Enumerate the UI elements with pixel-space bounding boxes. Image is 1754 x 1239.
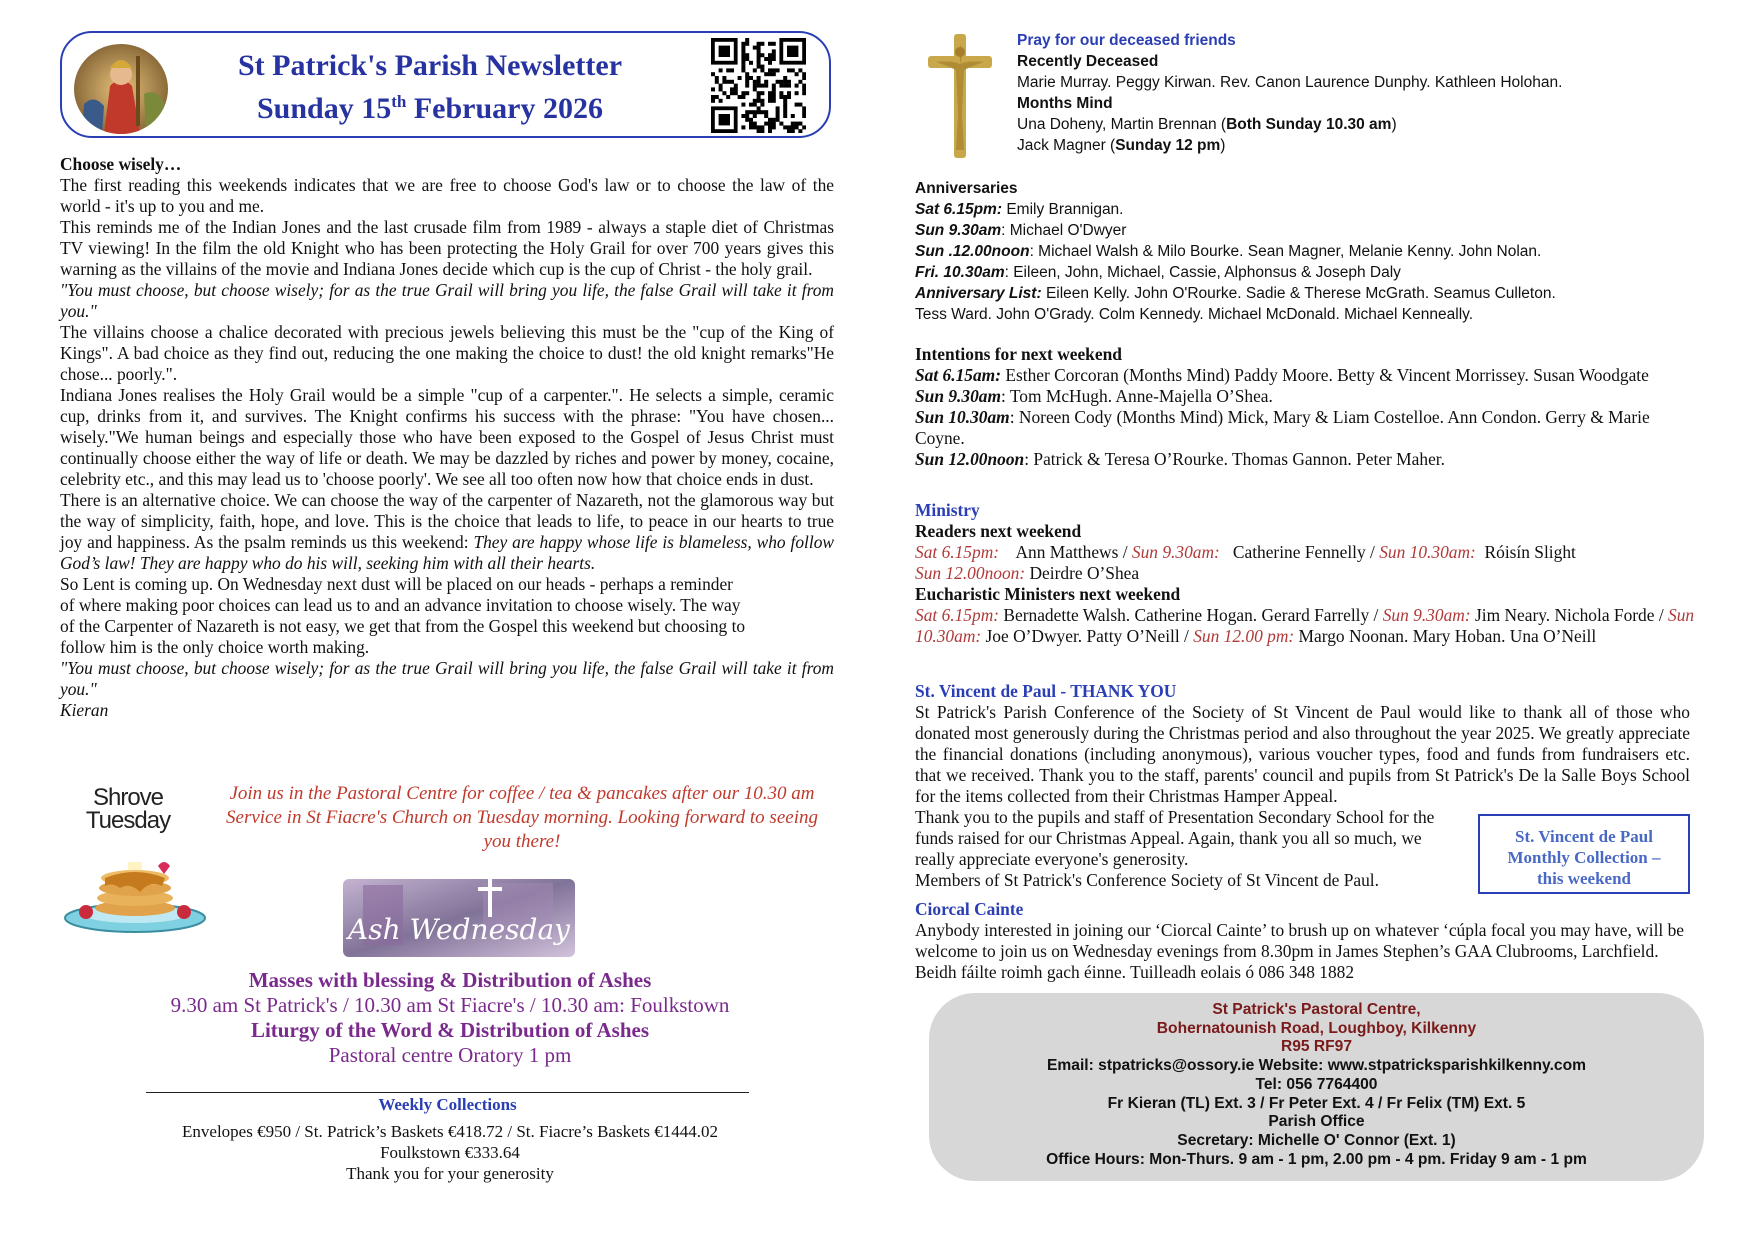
crucifix-image (928, 34, 992, 158)
newsletter-date: Sunday 15th February 2026 (256, 92, 603, 125)
article-paragraph: There is an alternative choice. We can choose the way of the carpenter of Nazareth, not the glamorous way but the way of simplicity, faith, hope, and love. This is the choice that leads to life, to peace in our hearts to true joy and happiness. As the psalm reminds us this weekend: They are happy whose life is blameless, who follow God’s law! They are happy who do his will, seeking him with all their hearts. (60, 490, 834, 573)
eucharistic-line: Sat 6.15pm: Bernadette Walsh. Catherine Hogan. Gerard Farrelly / Sun 9.30am: Jim Neary. Nichola Forde / Sun 10.30am: Joe O’Dwyer. Patty O’Neill / Sun 12.00 pm: Margo Noonan. Mary Hoban. Una O’Neill (915, 605, 1695, 646)
svp-signoff: Members of St Patrick's Conference Society of St Vincent de Paul. (915, 870, 1379, 890)
shrove-tuesday-label: Shrove Tuesday (85, 784, 171, 834)
months-mind-line: Una Doheny, Martin Brennan (Both Sunday 10.30 am) (1017, 116, 1397, 133)
contact-phone: Tel: 056 7764400 (1255, 1075, 1378, 1093)
saint-image (74, 44, 168, 134)
svp-collection-notice: St. Vincent de Paul Monthly Collection – this weekend (1478, 814, 1690, 894)
article-paragraph: So Lent is coming up. On Wednesday next dust will be placed on our heads - perhaps a reminder of where making poor choices can lead us to and an advance invitation to choose wisely. The way of the Carpenter of Nazareth is not easy, we get that from the Gospel this weekend but choosing to follow him is the only choice worth making. (60, 574, 746, 657)
ministry-section (915, 500, 1695, 647)
ciorcal-section (915, 899, 1695, 983)
eucharistic-title: Eucharistic Ministers next weekend (915, 584, 1181, 604)
ash-wednesday-image-text: Ash Wednesday (348, 913, 570, 946)
divider (146, 1092, 749, 1093)
shrove-invitation: Join us in the Pastoral Centre for coffee / tea & pancakes after our 10.30 am Service in St Fiacre's Church on Tuesday morning. Looking forward to seeing you there! (226, 783, 818, 852)
pancakes-image (60, 836, 210, 936)
liturgy-heading: Liturgy of the Word & Distribution of Ashes (250, 1018, 650, 1042)
article-quote: "You must choose, but choose wisely; for as the true Grail will bring you life, the false Grail will take it from you." (60, 658, 834, 699)
qr-code[interactable] (711, 38, 806, 133)
svp-line: Thank you to the pupils and staff of Presentation Secondary School for the (915, 807, 1435, 827)
anniversary-row: Anniversary List: Eileen Kelly. John O'Rourke. Sadie & Therese McGrath. Seamus Culleton. (915, 285, 1556, 302)
newsletter-title: St Patrick's Parish Newsletter (237, 49, 623, 82)
liturgy-time: Pastoral centre Oratory 1 pm (328, 1043, 572, 1067)
readers-line: Sun 12.00noon: Deirdre O’Shea (915, 563, 1140, 583)
article (60, 154, 834, 721)
article-paragraph: Indiana Jones realises the Holy Grail would be a simple "cup of a carpenter.". He selects a simple, ceramic cup, drinks from it, and survives. The Knight confirms his success with the phrase: "You have chosen... wisely."We human beings and especially those who have been exposed to the Gospel of Jesus Christ must continually choose either the way of life or death. We may be dazzled by riches and power by money, cocaine, celebrity etc., and this may lead us to 'choose poorly'. We see all too often now how that choice ends in dust. (60, 385, 834, 489)
pray-title: Pray for our deceased friends (1017, 32, 1236, 49)
recent-list: Marie Murray. Peggy Kirwan. Rev. Canon Laurence Dunphy. Kathleen Holohan. (1017, 74, 1563, 91)
anniversary-row: Sun .12.00noon: Michael Walsh & Milo Bourke. Sean Magner, Melanie Kenny. John Nolan. (915, 243, 1542, 260)
collections-thanks: Thank you for your generosity (346, 1164, 554, 1183)
ciorcal-title: Ciorcal Cainte (915, 899, 1024, 919)
intentions-title: Intentions for next weekend (915, 344, 1122, 364)
intentions-section (915, 344, 1695, 470)
anniversary-row: Sat 6.15pm: Emily Brannigan. (915, 201, 1124, 218)
masses-heading: Masses with blessing & Distribution of Ashes (248, 968, 652, 992)
pastoral-centre-info: St Patrick's Pastoral Centre, Bohernatounish Road, Loughboy, Kilkenny R95 RF97 Email: stpatricks@ossory.ie Website: www.stpatricksparishkilkenny.com Tel: 056 7764400 Fr Kieran (TL) Ext. 3 / Fr Peter Ext. 4 / Fr Felix (TM) Ext. 5 Parish Office Secretary: Michelle O' Connor (Ext. 1) Office Hours: Mon-Thurs. 9 am - 1 pm, 2.00 pm - 4 pm. Friday 9 am - 1 pm (929, 1001, 1704, 1169)
article-signature: Kieran (60, 700, 109, 720)
contact-email-website[interactable]: Email: stpatricks@ossory.ie Website: www.stpatricksparishkilkenny.com (1047, 1057, 1586, 1075)
collections-title: Weekly Collections (378, 1095, 517, 1114)
anniversary-row: Fri. 10.30am: Eileen, John, Michael, Cassie, Alphonsus & Joseph Daly (915, 264, 1401, 281)
svp-paragraph: St Patrick's Parish Conference of the Society of St Vincent de Paul would like to thank all of those who donated most generously during the Christmas period and also throughout the year 2025. We greatly appreciate the financial donations (including anonymous), various voucher types, food and funds from fundraisers etc. that we received. Thank you to the staff, parents' council and pupils from St Patrick's De la Salle Boys School for the items collected from their Christmas Hamper Appeal. (915, 702, 1690, 806)
ash-wednesday-image (333, 871, 585, 965)
anniversary-row: Sun 9.30am: Michael O'Dwyer (915, 222, 1127, 239)
intention-row: Sun 10.30am: Noreen Cody (Months Mind) Mick, Mary & Liam Costelloe. Ann Condon. Gerry & Marie Coyne. (915, 407, 1650, 448)
intention-row: Sun 9.30am: Tom McHugh. Anne-Majella O’Shea. (915, 386, 1273, 406)
anniversary-row: Tess Ward. John O'Grady. Colm Kennedy. Michael McDonald. Michael Kenneally. (915, 306, 1474, 323)
ministry-title: Ministry (915, 500, 980, 520)
collections-line: Envelopes €950 / St. Patrick’s Baskets €418.72 / St. Fiacre’s Baskets €1444.02 (182, 1122, 718, 1141)
intention-row: Sat 6.15am: Esther Corcoran (Months Mind) Paddy Moore. Betty & Vincent Morrissey. Susan Woodgate (915, 365, 1649, 385)
masses-times: 9.30 am St Patrick's / 10.30 am St Fiacre's / 10.30 am: Foulkstown (170, 993, 730, 1017)
anniversaries-section (915, 178, 1695, 325)
svp-title: St. Vincent de Paul - THANK YOU (915, 681, 1177, 701)
readers-title: Readers next weekend (915, 521, 1082, 541)
deceased-section (1017, 30, 1717, 156)
article-paragraph: The villains choose a chalice decorated with precious jewels believing this must be the "cup of the King of Kings". A bad choice as they find out, reducing the one making the choice to dust! the old knight remarks"He chose... poorly.". (60, 322, 834, 384)
readers-line: Sat 6.15pm: Ann Matthews / Sun 9.30am: Catherine Fennelly / Sun 10.30am: Róisín Slight (915, 542, 1576, 562)
months-mind-line: Jack Magner (Sunday 12 pm) (1017, 137, 1226, 154)
article-heading: Choose wisely… (60, 154, 182, 174)
anniversaries-title: Anniversaries (915, 180, 1018, 197)
article-paragraph: The first reading this weekends indicates that we are free to choose God's law or to choose the law of the world - it's up to you and me. (60, 175, 834, 216)
months-mind-title: Months Mind (1017, 95, 1113, 112)
svp-line: really appreciate everyone's generosity. (915, 849, 1189, 869)
article-paragraph: This reminds me of the Indian Jones and the last crusade film from 1989 - always a staple diet of Christmas TV viewing! In the film the old Knight who has been protecting the Holy Grail for over 700 years gives this warning as the villains of the movie and Indiana Jones decide which cup is the cup of Christ - the holy grail. (60, 217, 834, 279)
svp-line: funds raised for our Christmas Appeal. Again, thank you all so much, we (915, 828, 1422, 848)
intention-row: Sun 12.00noon: Patrick & Teresa O’Rourke. Thomas Gannon. Peter Maher. (915, 449, 1445, 469)
collections-line: Foulkstown €333.64 (380, 1143, 520, 1162)
recent-title: Recently Deceased (1017, 53, 1159, 70)
ciorcal-text: Anybody interested in joining our ‘Ciorcal Cainte’ to brush up on whatever ‘cúpla focal you may have, will be welcome to join us on Wednesday evenings from 8.30pm in James Stephen’s GAA Clubrooms, Larchfield. Beidh fáilte roimh gach éinne. Tuilleadh eolais ó 086 348 1882 (915, 920, 1685, 982)
article-quote: "You must choose, but choose wisely; for as the true Grail will bring you life, the false Grail will take it from you." (60, 280, 834, 321)
